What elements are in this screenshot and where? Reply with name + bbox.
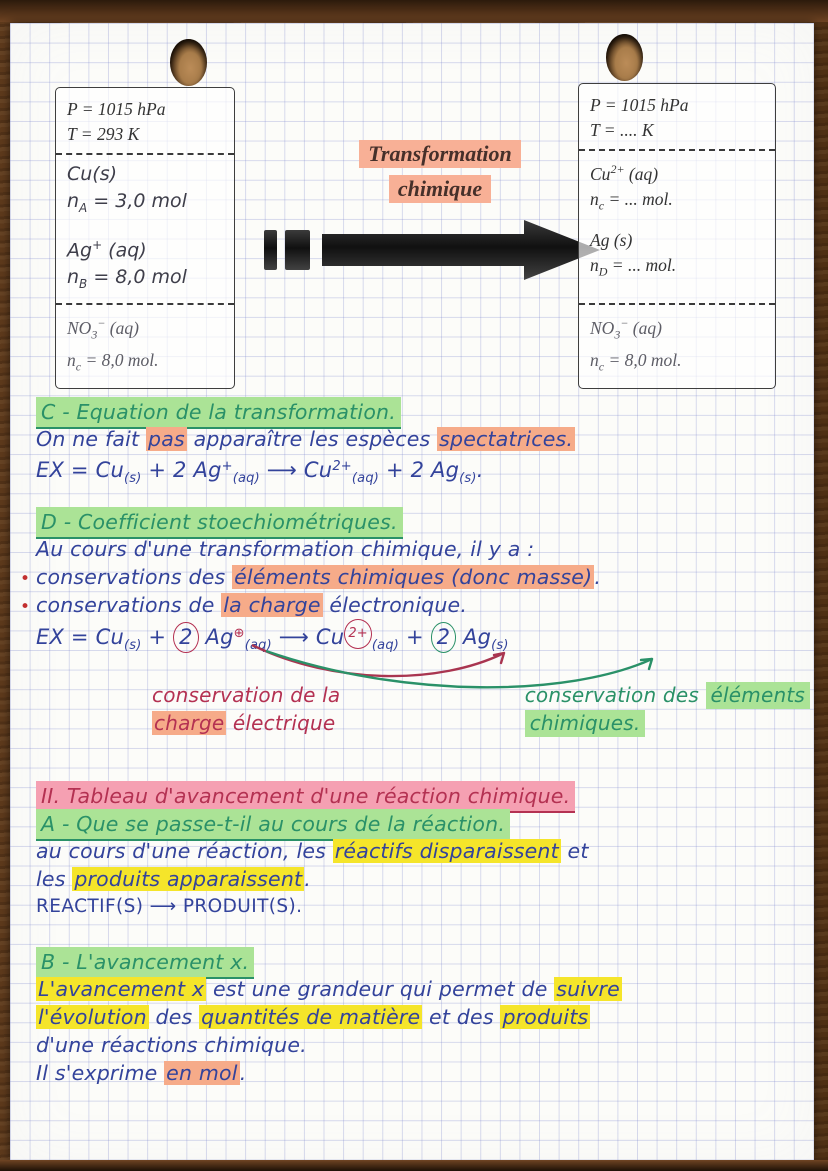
text-segment: .	[239, 1061, 247, 1085]
text-segment: (s)	[491, 638, 509, 653]
final-state-box	[578, 83, 776, 389]
c-heading: C - Equation de la transformation.	[36, 397, 812, 425]
text-segment: 2	[173, 622, 199, 653]
text-segment: +	[141, 625, 174, 649]
text-segment: d'une réactions chimique.	[36, 1033, 307, 1057]
text-segment: EX = Cu	[36, 458, 124, 482]
text-segment: +	[221, 459, 233, 474]
species-silver-solid: Ag (s)	[590, 230, 633, 251]
reaction-arrow-icon	[262, 217, 607, 287]
label-line-1: Transformation	[359, 140, 520, 168]
text-segment: Au cours d'une transformation chimique, il y a :	[36, 537, 535, 561]
text-segment: (s)	[123, 471, 142, 486]
text-segment: On ne fait	[36, 427, 146, 451]
dashed-divider	[56, 153, 234, 155]
species-silver-ion: Ag+ (aq)	[67, 237, 147, 262]
text-segment: charge	[154, 711, 225, 735]
text-segment: (aq)	[232, 471, 260, 486]
charge-arrow-icon	[252, 645, 504, 676]
b-line-2	[36, 1003, 812, 1031]
text-segment: ⟶ Cu	[271, 625, 345, 649]
c-line-1	[36, 425, 812, 453]
punch-hole	[170, 39, 207, 86]
dashed-divider	[579, 303, 775, 305]
text-segment: Ag	[456, 625, 492, 649]
text-segment: conservation des	[524, 683, 706, 707]
text-segment: et des	[422, 1005, 501, 1029]
text-segment: suivre	[556, 977, 620, 1001]
c-equation	[36, 453, 812, 486]
text-segment: 2+	[332, 459, 352, 474]
text-segment: (s)	[459, 471, 477, 486]
amount-nc-final-2: $n_c = 8,0$ mol.	[590, 349, 682, 373]
text-segment: (aq)	[244, 638, 272, 653]
red-bullet-icon: •	[20, 597, 31, 617]
text-segment: réactifs disparaissent	[334, 839, 559, 863]
text-segment: est une grandeur qui permet de	[206, 977, 555, 1001]
text-segment: .	[304, 867, 311, 891]
a-line-3	[36, 893, 812, 921]
b-line-4	[36, 1059, 812, 1087]
text-segment: et	[560, 839, 589, 863]
punch-hole	[606, 34, 643, 81]
ii-heading: II. Tableau d'avancement d'une réaction chimique.	[36, 781, 812, 809]
amount-nd: $n_D$ = ... mol.	[590, 255, 677, 279]
temperature-initial: T = 293 K	[67, 124, 140, 144]
amount-na: $n_A = 3,0$ mol	[67, 190, 187, 215]
d-bullet-1	[20, 563, 812, 591]
text-segment: produits apparaissent	[74, 867, 303, 891]
text-segment: électrique	[226, 711, 336, 735]
text-segment: .	[476, 458, 484, 482]
dashed-divider	[56, 303, 234, 305]
text-segment: apparaître les espèces	[186, 427, 438, 451]
text-segment: spectatrices.	[439, 427, 574, 451]
spectator-nitrate-final: $NO_3^-$ (aq)	[590, 316, 662, 342]
text-segment: électronique.	[322, 593, 468, 617]
text-segment: L'avancement x	[38, 977, 205, 1001]
d-line-1	[36, 535, 812, 563]
transformation-label	[302, 139, 578, 204]
species-copper-ion: $Cu^{2+}$ (aq)	[590, 162, 659, 184]
text-segment: 2+	[344, 619, 372, 649]
text-segment: Il s'exprime	[36, 1061, 165, 1085]
amount-nb: $n_B = 8,0$ mol	[67, 266, 187, 291]
text-segment: au cours d'une réaction, les	[36, 839, 333, 863]
b-line-3	[36, 1031, 812, 1059]
text-segment: la charge	[223, 593, 321, 617]
amount-nc: $n_c = 8,0$ mol.	[67, 349, 159, 373]
dashed-divider	[579, 149, 775, 151]
text-segment: produits	[502, 1005, 589, 1029]
handwritten-notes	[20, 397, 812, 1087]
text-segment: les	[36, 867, 73, 891]
text-segment: éléments chimiques (donc masse)	[234, 565, 593, 589]
text-segment: (aq)	[351, 471, 380, 486]
d-bullet-2	[20, 591, 812, 619]
text-segment: +	[399, 625, 431, 649]
a-line-2	[36, 865, 812, 893]
label-line-2: chimique	[389, 175, 491, 203]
text-segment: (aq)	[371, 638, 400, 653]
a-line-1	[36, 837, 812, 865]
text-segment: + 2 Ag	[379, 458, 460, 482]
b-line-1	[36, 975, 812, 1003]
d-heading: D - Coefficient stoechiométriques.	[36, 507, 812, 535]
species-copper-solid: Cu(s)	[67, 163, 118, 185]
amount-nc-final: $n_c$ = ... mol.	[590, 188, 673, 213]
text-segment: EX = Cu	[36, 625, 124, 649]
text-segment: l'évolution	[38, 1005, 147, 1029]
text-segment: quantités de matière	[201, 1005, 421, 1029]
text-segment: 2	[431, 622, 457, 653]
text-segment: ⊕	[233, 626, 245, 641]
a-heading: A - Que se passe-t-il au cours de la réaction.	[36, 809, 812, 837]
text-segment: chimiques.	[525, 710, 646, 737]
text-segment: conservation de la	[152, 683, 341, 707]
red-bullet-icon: •	[20, 569, 31, 589]
text-segment: .	[594, 565, 602, 589]
notebook-page	[10, 23, 814, 1161]
text-segment: conservations de	[36, 593, 222, 617]
text-segment: (s)	[123, 638, 142, 653]
temperature-final: T = .... K	[590, 120, 654, 140]
b-heading: B - L'avancement x.	[36, 947, 812, 975]
spectator-nitrate: $NO_3^-$ (aq)	[67, 316, 139, 342]
text-segment: en mol	[166, 1061, 238, 1085]
text-segment: ⟶ Cu	[259, 458, 333, 482]
text-segment: conservations des	[36, 565, 233, 589]
pressure-initial: P = 1015 hPa	[67, 99, 166, 119]
pressure-final: P = 1015 hPa	[590, 95, 689, 115]
text-segment: des	[148, 1005, 200, 1029]
text-segment: + 2 Ag	[141, 458, 222, 482]
text-segment: pas	[148, 427, 185, 451]
initial-state-box	[55, 87, 235, 389]
text-segment: REACTIF(S) ⟶ PRODUIT(S).	[36, 896, 303, 917]
text-segment: éléments	[706, 682, 811, 709]
text-segment: Ag	[198, 625, 234, 649]
